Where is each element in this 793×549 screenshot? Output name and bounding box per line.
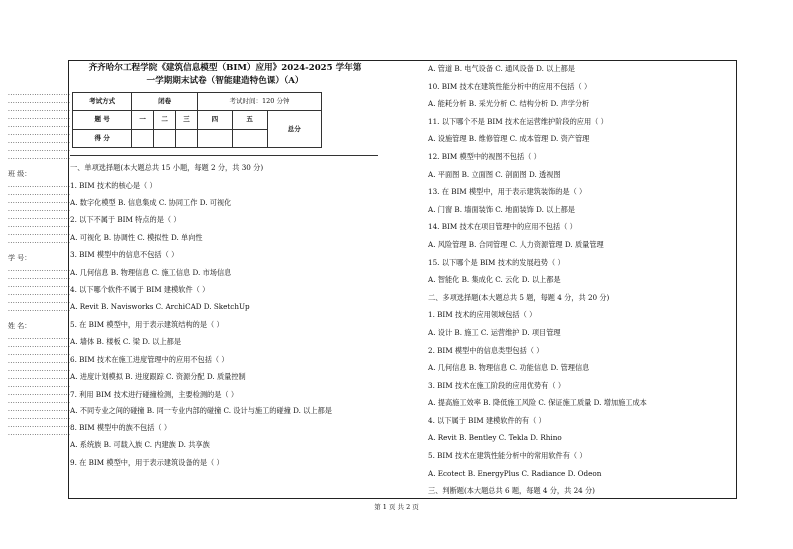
section-col: 三	[176, 111, 198, 129]
options: A. Revit B. Navisworks C. ArchiCAD D. SketchUp	[70, 302, 250, 312]
dotted-line: ··························	[8, 240, 71, 247]
options: A. 管道 B. 电气设备 C. 通风设备 D. 以上都是	[428, 64, 575, 73]
dotted-line: ··························	[8, 384, 71, 391]
question: 4. 以下属于 BIM 建模软件的有（ ）	[428, 415, 546, 425]
dotted-line: ··························	[8, 432, 71, 439]
right-column	[428, 60, 728, 500]
dotted-line: ··························	[8, 124, 71, 131]
question: 3. BIM 模型中的信息不包括（ ）	[70, 250, 179, 260]
options: A. 可视化 B. 协调性 C. 模拟性 D. 单向性	[70, 232, 203, 242]
dotted-line: ··························	[8, 100, 71, 107]
binding-margin	[8, 92, 71, 440]
dotted-line: ··························	[8, 132, 71, 139]
name-label: 姓 名：	[8, 322, 32, 330]
options: A. 系统族 B. 可载入族 C. 内建族 D. 共享族	[70, 440, 210, 450]
dotted-line: ··························	[8, 224, 71, 231]
options: A. 几何信息 B. 物理信息 C. 功能信息 D. 管理信息	[428, 363, 590, 373]
options: A. 能耗分析 B. 采光分析 C. 结构分析 D. 声学分析	[428, 99, 590, 109]
left-column	[70, 62, 380, 471]
question: 9. 在 BIM 模型中，用于表示建筑设备的是（ ）	[70, 457, 224, 467]
exam-title	[70, 62, 380, 88]
class-label: 班 级：	[8, 170, 32, 178]
dotted-line: ··························	[8, 400, 71, 407]
dotted-line: ··························	[8, 232, 71, 239]
dotted-line: ··························	[8, 308, 71, 315]
section-col: 五	[232, 111, 267, 129]
dotted-line: ··························	[8, 156, 71, 163]
options: A. 平面图 B. 立面图 C. 剖面图 D. 透视图	[428, 169, 561, 179]
dotted-line: ··························	[8, 184, 71, 191]
score-cell[interactable]	[154, 129, 176, 147]
options: A. 进度计划模拟 B. 进度跟踪 C. 资源分配 D. 质量控制	[70, 372, 246, 382]
question: 5. BIM 技术在建筑性能分析中的常用软件有（ ）	[428, 451, 587, 461]
section-col: 二	[154, 111, 176, 129]
score-table	[72, 92, 322, 148]
dotted-line: ··························	[8, 268, 71, 275]
question-number-label: 题 号	[73, 111, 132, 129]
options: A. 设施管理 B. 维修管理 C. 成本管理 D. 资产管理	[428, 134, 590, 144]
exam-mode-value: 闭卷	[132, 93, 198, 111]
dotted-line: ··························	[8, 200, 71, 207]
student-id-label: 学 号：	[8, 254, 32, 262]
dotted-line: ··························	[8, 392, 71, 399]
dotted-line: ··························	[8, 344, 71, 351]
question: 7. 利用 BIM 技术进行碰撞检测，主要检测的是（ ）	[70, 389, 239, 399]
dotted-line: ··························	[8, 292, 71, 299]
dotted-line: ··························	[8, 92, 71, 99]
divider	[70, 155, 378, 156]
question: 5. 在 BIM 模型中，用于表示建筑结构的是（ ）	[70, 319, 224, 329]
question: 14. BIM 技术在项目管理中的应用不包括（ ）	[428, 222, 577, 232]
options: A. 门窗 B. 墙面装饰 C. 地面装饰 D. 以上都是	[428, 204, 575, 214]
dotted-line: ··························	[8, 276, 71, 283]
score-label: 得 分	[73, 129, 132, 147]
dotted-line: ··························	[8, 300, 71, 307]
score-cell[interactable]	[176, 129, 198, 147]
dotted-line: ··························	[8, 352, 71, 359]
score-cell[interactable]	[197, 129, 232, 147]
options: A. 设计 B. 施工 C. 运营维护 D. 项目管理	[428, 327, 561, 337]
options: A. 风险管理 B. 合同管理 C. 人力资源管理 D. 质量管理	[428, 239, 604, 249]
options: A. 几何信息 B. 物理信息 C. 施工信息 D. 市场信息	[70, 267, 232, 277]
question: 13. 在 BIM 模型中，用于表示建筑装饰的是（ ）	[428, 187, 587, 197]
dotted-line: ··························	[8, 140, 71, 147]
exam-title-line1: 齐齐哈尔工程学院《建筑信息模型（BIM）应用》2024-2025 学年第	[88, 63, 362, 73]
dotted-line: ··························	[8, 368, 71, 375]
exam-time: 考试时间：120 分钟	[197, 93, 321, 111]
question: 2. BIM 模型中的信息类型包括（ ）	[428, 345, 544, 355]
dotted-line: ··························	[8, 108, 71, 115]
section-heading: 三、判断题(本大题总共 6 题，每题 4 分，共 24 分)	[428, 486, 595, 496]
options: A. Revit B. Bentley C. Tekla D. Rhino	[428, 433, 562, 443]
dotted-line: ··························	[8, 408, 71, 415]
dotted-line: ··························	[8, 336, 71, 343]
question: 1. BIM 技术的核心是（ ）	[70, 180, 157, 190]
dotted-line: ··························	[8, 376, 71, 383]
dotted-line: ··························	[8, 148, 71, 155]
question: 12. BIM 模型中的视图不包括（ ）	[428, 151, 541, 161]
section-heading: 一、单项选择题(本大题总共 15 小题，每题 2 分，共 30 分)	[70, 163, 264, 173]
question: 6. BIM 技术在施工进度管理中的应用不包括（ ）	[70, 354, 229, 364]
question: 15. 以下哪个是 BIM 技术的发展趋势（ ）	[428, 257, 565, 267]
exam-title-line2: 一学期期末试卷（智能建造特色课）（A）	[146, 76, 304, 86]
dotted-line: ··························	[8, 416, 71, 423]
dotted-line: ··························	[8, 192, 71, 199]
dotted-line: ··························	[8, 216, 71, 223]
question: 4. 以下哪个软件不属于 BIM 建模软件（ ）	[70, 285, 210, 295]
options: A. 智能化 B. 集成化 C. 云化 D. 以上都是	[428, 275, 561, 285]
exam-mode-label: 考试方式	[73, 93, 132, 111]
dotted-line: ··························	[8, 284, 71, 291]
options: A. Ecotect B. EnergyPlus C. Radiance D. Odeon	[428, 468, 602, 478]
dotted-line: ··························	[8, 208, 71, 215]
section-heading: 二、多项选择题(本大题总共 5 题，每题 4 分，共 20 分)	[428, 292, 610, 302]
question: 10. BIM 技术在建筑性能分析中的应用不包括（ ）	[428, 81, 592, 91]
score-cell[interactable]	[132, 129, 154, 147]
section-col: 四	[197, 111, 232, 129]
page-footer: 第 1 页 共 2 页	[374, 503, 419, 511]
options: A. 不同专业之间的碰撞 B. 同一专业内部的碰撞 C. 设计与施工的碰撞 D. 以上都是	[70, 405, 332, 415]
question: 8. BIM 模型中的族不包括（ ）	[70, 422, 172, 432]
section-col: 一	[132, 111, 154, 129]
question: 2. 以下不属于 BIM 特点的是（ ）	[70, 215, 181, 225]
question: 3. BIM 技术在施工阶段的应用优势有（ ）	[428, 380, 566, 390]
score-cell[interactable]	[232, 129, 267, 147]
question: 11. 以下哪个不是 BIM 技术在运营维护阶段的应用（ ）	[428, 116, 608, 126]
dotted-line: ··························	[8, 424, 71, 431]
dotted-line: ··························	[8, 360, 71, 367]
dotted-line: ··························	[8, 116, 71, 123]
question: 1. BIM 技术的应用领域包括（ ）	[428, 310, 537, 320]
options: A. 提高施工效率 B. 降低施工风险 C. 保证施工质量 D. 增加施工成本	[428, 398, 647, 408]
options: A. 墙体 B. 楼板 C. 梁 D. 以上都是	[70, 337, 182, 347]
total-score-label: 总分	[267, 111, 322, 148]
options: A. 数字化模型 B. 信息集成 C. 协同工作 D. 可视化	[70, 198, 232, 208]
